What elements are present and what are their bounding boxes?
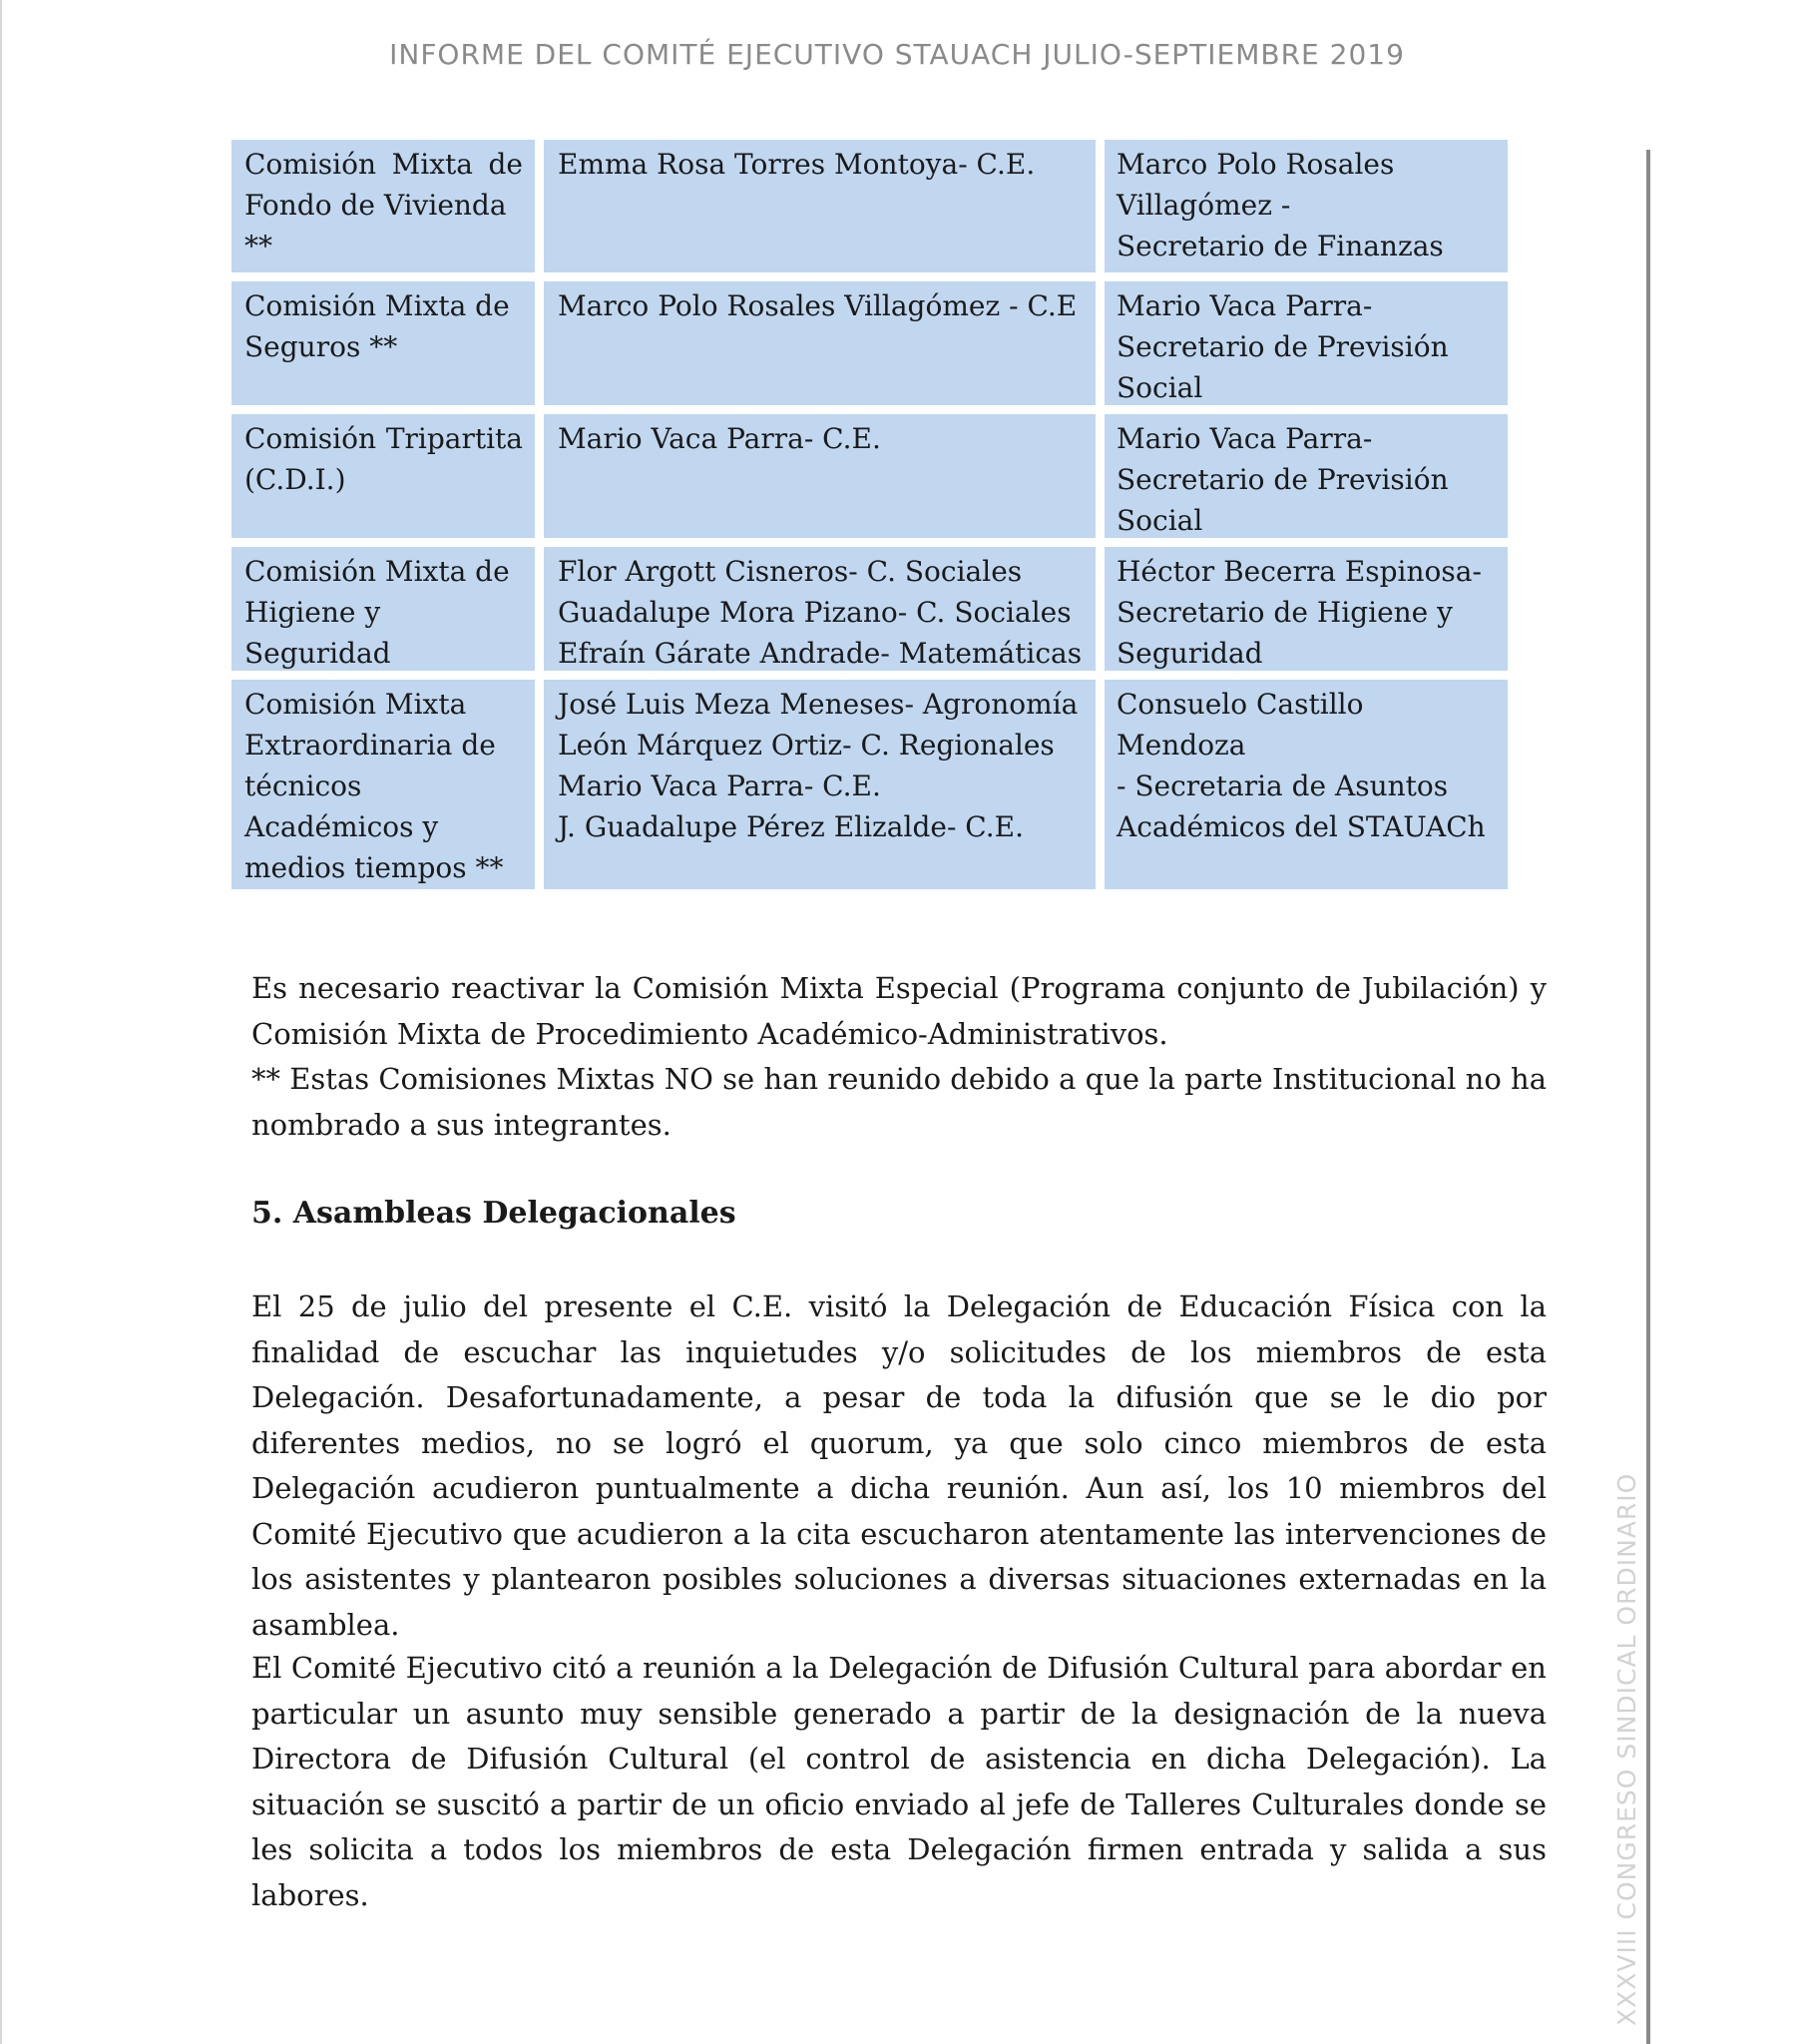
commission-name: Comisión Mixta de Seguros ** <box>231 281 535 405</box>
page-left-edge <box>0 0 2 2044</box>
commission-members: Mario Vaca Parra- C.E. <box>544 414 1096 538</box>
commission-responsible: Marco Polo Rosales Villagómez - Secretario de Finanzas <box>1105 140 1508 272</box>
commission-responsible: Mario Vaca Parra- Secretario de Previsión Social <box>1105 281 1508 405</box>
table-row <box>231 140 1517 272</box>
commission-members: Emma Rosa Torres Montoya- C.E. <box>544 140 1096 272</box>
commission-name: Comisión Tripartita (C.D.I.) <box>231 414 535 538</box>
section-paragraph-1 <box>251 1284 1547 1648</box>
commission-members: Marco Polo Rosales Villagómez - C.E <box>544 281 1096 405</box>
commission-responsible: Héctor Becerra Espinosa- Secretario de Higiene y Seguridad <box>1105 547 1508 671</box>
note-paragraph-reactivate: Es necesario reactivar la Comisión Mixta Especial (Programa conjunto de Jubilación) y Comisión Mixta de Procedimiento Académico-Administrativos. <box>251 971 1547 1051</box>
section-title: 5. Asambleas Delegacionales <box>251 1196 736 1231</box>
note-paragraph-asterisks: ** Estas Comisiones Mixtas NO se han reunido debido a que la parte Institucional no ha nombrado a sus integrantes. <box>251 1062 1547 1142</box>
commission-members: José Luis Meza Meneses- Agronomía León Márquez Ortiz- C. Regionales Mario Vaca Parra- C.E. J. Guadalupe Pérez Elizalde- C.E. <box>544 680 1096 889</box>
paragraph-text: El Comité Ejecutivo citó a reunión a la Delegación de Difusión Cultural para abordar en particular un asunto muy sensible generado a partir de la designación de la nueva Directora de Difusión Cultural (el control de asistencia en dicha Delegación). La situación se suscitó a partir de un oficio enviado al jefe de Talleres Culturales donde se les solicita a todos los miembros de esta Delegación firmen entrada y salida a sus labores. <box>251 1651 1547 1912</box>
commission-responsible: Mario Vaca Parra- Secretario de Previsión Social <box>1105 414 1508 538</box>
commission-name: Comisión Mixta de Fondo de Vivienda ** <box>231 140 535 272</box>
commission-members: Flor Argott Cisneros- C. Sociales Guadalupe Mora Pizano- C. Sociales Efraín Gárate Andrade- Matemáticas <box>544 547 1096 671</box>
vertical-congress-label: XXXVIII CONGRESO SINDICAL ORDINARIO <box>1612 1472 1641 2026</box>
paragraph-text: El 25 de julio del presente el C.E. visitó la Delegación de Educación Física con la finalidad de escuchar las inquietudes y/o solicitudes de los miembros de esta Delegación. Desafortunadamente, a pesar de toda la difusión que se le dio por diferentes medios, no se logró el quorum, ya que solo cinco miembros de esta Delegación acudieron puntualmente a dicha reunión. Aun así, los 10 miembros del Comité Ejecutivo que acudieron a la cita escucharon atentamente las intervenciones de los asistentes y plantearon posibles soluciones a diversas situaciones externadas en la asamblea. <box>251 1289 1547 1642</box>
commission-name: Comisión Mixta de Higiene y Seguridad <box>231 547 535 671</box>
table-row <box>231 281 1517 405</box>
commission-name: Comisión Mixta Extraordinaria de técnicos Académicos y medios tiempos ** <box>231 680 535 889</box>
table-row <box>231 680 1517 889</box>
table-row <box>231 547 1517 671</box>
vertical-rule <box>1646 150 1650 2044</box>
commissions-table <box>231 140 1517 898</box>
commission-responsible: Consuelo Castillo Mendoza - Secretaria de Asuntos Académicos del STAUACh <box>1105 680 1508 889</box>
section-paragraph-2 <box>251 1646 1547 1918</box>
notes-block <box>251 966 1547 1148</box>
page-header-title: INFORME DEL COMITÉ EJECUTIVO STAUACH JULIO-SEPTIEMBRE 2019 <box>389 38 1405 71</box>
table-row <box>231 414 1517 538</box>
